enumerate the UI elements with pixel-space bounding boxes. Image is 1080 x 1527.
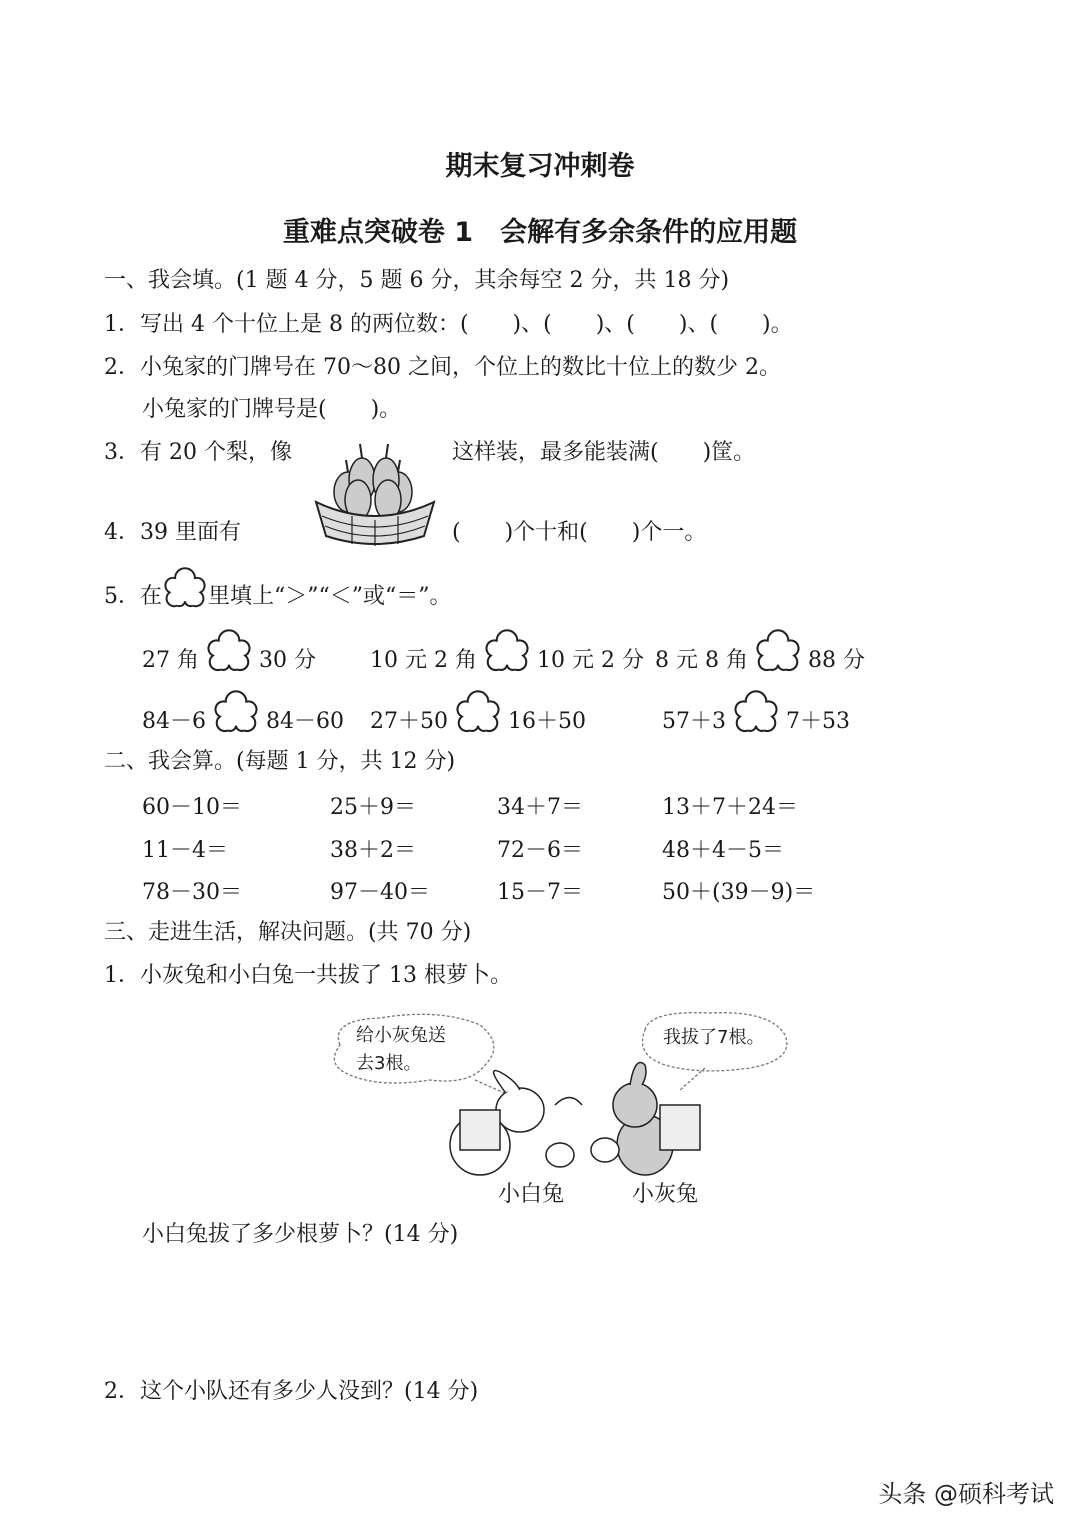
compare-left: 57＋3 (662, 709, 726, 734)
flower-blank[interactable] (200, 628, 258, 674)
paper-subtitle: 重难点突破卷 1 会解有多余条件的应用题 (282, 217, 798, 248)
calc-item: 60－10＝ (142, 795, 242, 820)
flower-blank[interactable] (207, 689, 265, 735)
compare-right: 16＋50 (508, 709, 586, 734)
compare-item (662, 689, 850, 735)
section2-heading: 二、我会算。(每题 1 分，共 12 分) (104, 749, 456, 774)
compare-left: 84－6 (142, 709, 206, 734)
calc-item: 11－4＝ (142, 838, 228, 863)
section1-heading: 一、我会填。(1 题 4 分，5 题 6 分，其余每空 2 分，共 18 分) (104, 268, 730, 293)
compare-right: 7＋53 (786, 709, 850, 734)
question-1-4-part1: 4．39 里面有 (104, 520, 241, 545)
compare-item (370, 628, 644, 674)
calc-item: 34＋7＝ (497, 795, 583, 820)
compare-left: 10 元 2 角 (370, 648, 477, 673)
speech-bubble-left-line1: 给小灰兔送 (356, 1025, 446, 1046)
question-1-4-part2: ( )个十和( )个一。 (452, 520, 707, 545)
flower-blank[interactable] (749, 628, 807, 674)
flower-blank[interactable] (449, 689, 507, 735)
compare-right: 84－60 (266, 709, 344, 734)
compare-left: 27＋50 (370, 709, 448, 734)
question-1-5 (104, 566, 451, 610)
compare-item (142, 628, 316, 674)
flower-blank[interactable] (727, 689, 785, 735)
speech-bubble-left-line2: 去3根。 (356, 1053, 422, 1074)
calc-item: 48＋4－5＝ (662, 838, 784, 863)
question-1-3-part1: 3．有 20 个梨，像 (104, 440, 292, 465)
calc-item: 97－40＝ (330, 880, 430, 905)
question-3-1: 1．小灰兔和小白兔一共拔了 13 根萝卜。 (104, 963, 512, 988)
calc-item: 38＋2＝ (330, 838, 416, 863)
question-1-1: 1．写出 4 个十位上是 8 的两位数：( )、( )、( )、( )。 (104, 312, 793, 337)
flower-blank[interactable] (478, 628, 536, 674)
question-3-1-ask: 小白兔拔了多少根萝卜？(14 分) (142, 1222, 459, 1247)
compare-right: 88 分 (807, 648, 865, 673)
compare-left: 8 元 8 角 (655, 648, 748, 673)
question-1-5-part1: 5．在 (104, 584, 162, 609)
calc-item: 78－30＝ (142, 880, 242, 905)
compare-item (142, 689, 344, 735)
question-3-2: 2．这个小队还有多少人没到？(14 分) (104, 1379, 479, 1404)
compare-left: 27 角 (142, 648, 199, 673)
label-white-rabbit: 小白兔 (498, 1182, 565, 1207)
calc-item: 15－7＝ (497, 880, 583, 905)
speech-bubble-right: 我拔了7根。 (663, 1027, 765, 1048)
calc-item: 13＋7＋24＝ (662, 795, 798, 820)
question-1-2-continued: 小兔家的门牌号是( )。 (142, 397, 402, 422)
calc-item: 72－6＝ (497, 838, 583, 863)
flower-icon (163, 566, 207, 610)
paper-title: 期末复习冲刺卷 (445, 151, 635, 182)
compare-right: 10 元 2 分 (536, 648, 644, 673)
question-1-2: 2．小兔家的门牌号在 70～80 之间，个位上的数比十位上的数少 2。 (104, 355, 781, 380)
pear-basket-illustration (312, 440, 438, 546)
compare-right: 30 分 (259, 648, 316, 673)
question-1-5-part2: 里填上“＞”“＜”或“＝”。 (208, 584, 452, 609)
question-1-3-part2: 这样装，最多能装满( )筐。 (452, 440, 756, 465)
calc-item: 50＋(39－9)＝ (662, 880, 816, 905)
calc-item: 25＋9＝ (330, 795, 416, 820)
compare-item (655, 628, 865, 674)
section3-heading: 三、走进生活，解决问题。(共 70 分) (104, 920, 472, 945)
watermark: 头条 @硕科考试 (878, 1480, 1054, 1508)
compare-item (370, 689, 586, 735)
label-grey-rabbit: 小灰兔 (632, 1182, 699, 1207)
